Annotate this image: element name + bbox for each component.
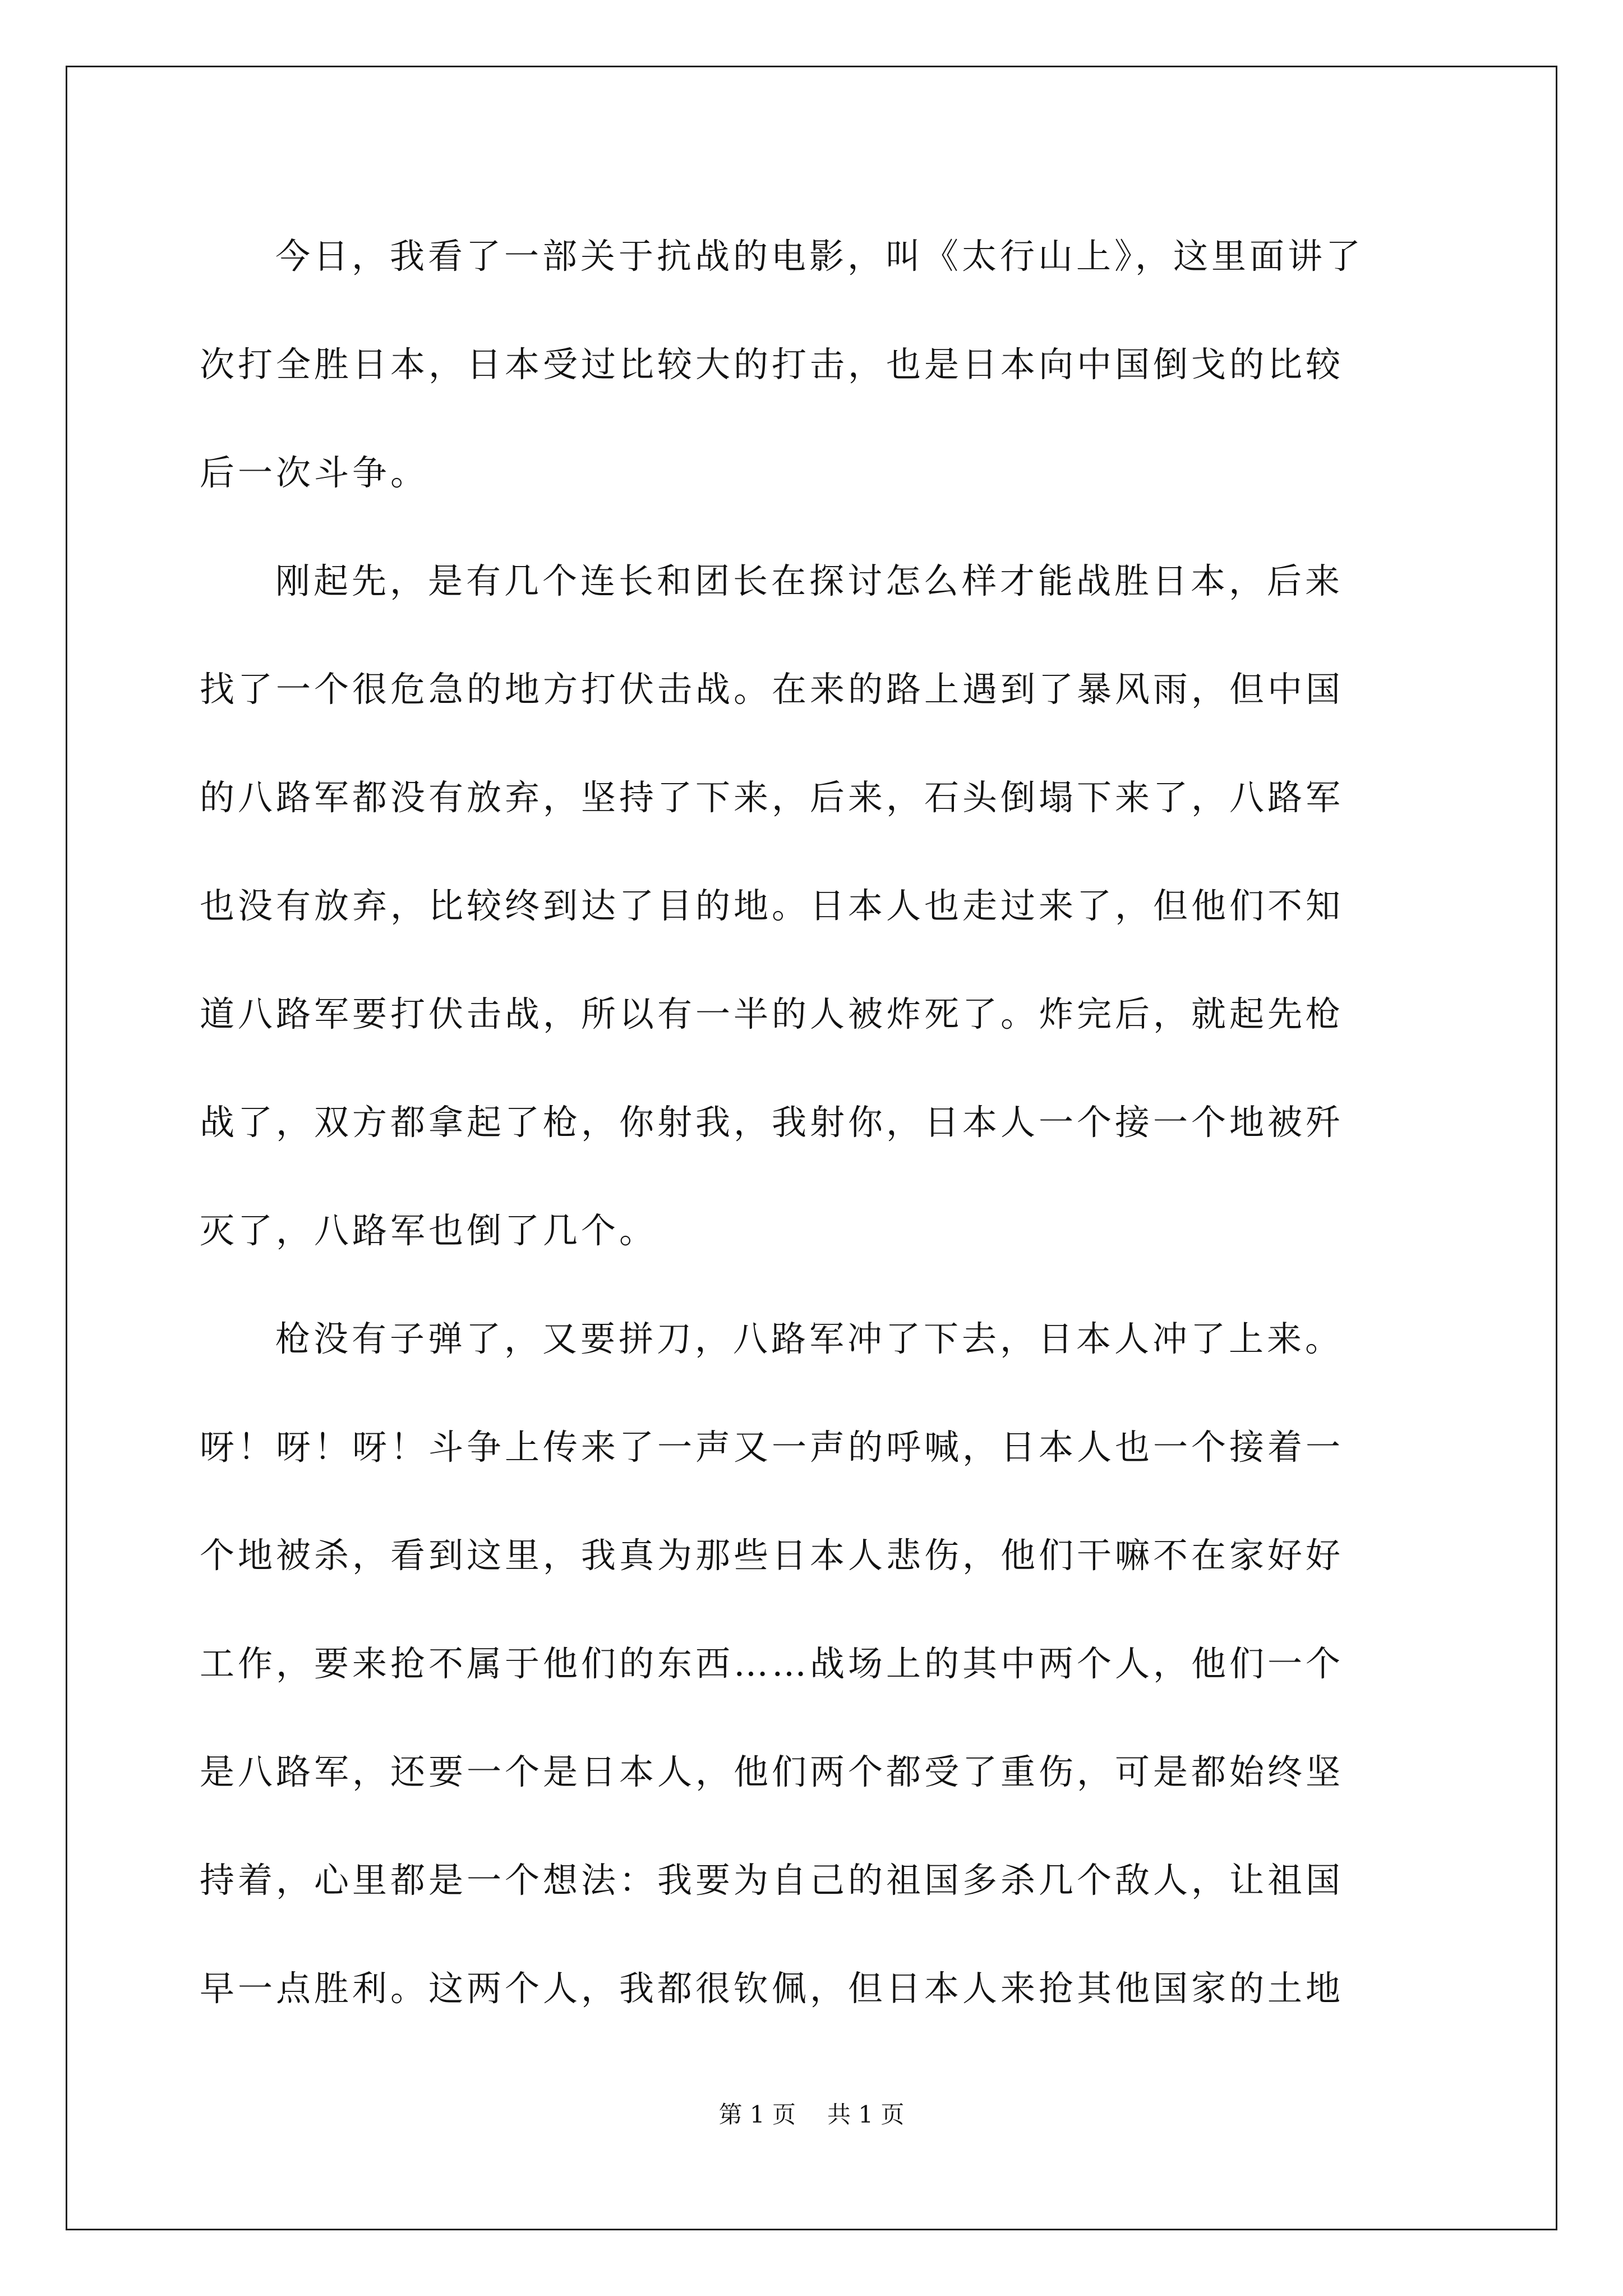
document-body (200, 202, 1428, 2042)
paragraph-2-line-4: 也没有放弃，比较终到达了目的地。日本人也走过来了，但他们不知 (200, 885, 1344, 926)
paragraph-3-line-2: 呀！呀！呀！斗争上传来了一声又一声的呼喊，日本人也一个接着一 (200, 1427, 1344, 1467)
paragraph-3-line-5: 是八路军，还要一个是日本人，他们两个都受了重伤，可是都始终坚 (200, 1751, 1344, 1792)
paragraph-2-line-2: 找了一个很危急的地方打伏击战。在来的路上遇到了暴风雨，但中国 (200, 669, 1344, 710)
page-number: 第 1 页 (718, 2101, 796, 2128)
paragraph-3-line-7: 早一点胜利。这两个人，我都很钦佩，但日本人来抢其他国家的土地 (200, 1968, 1344, 2009)
paragraph-2-line-5: 道八路军要打伏击战，所以有一半的人被炸死了。炸完后，就起先枪 (200, 993, 1344, 1034)
paragraph-2-line-3: 的八路军都没有放弃，坚持了下来，后来，石头倒塌下来了，八路军 (200, 777, 1344, 818)
page-total: 共 1 页 (827, 2101, 905, 2128)
page-footer (0, 2098, 1623, 2132)
paragraph-1-line-1: 今日，我看了一部关于抗战的电影，叫《太行山上》，这里面讲了 (275, 236, 1364, 277)
paragraph-3-line-6: 持着，心里都是一个想法：我要为自己的祖国多杀几个敌人，让祖国 (200, 1860, 1344, 1901)
paragraph-3-line-4: 工作，要来抢不属于他们的东西……战场上的其中两个人，他们一个 (200, 1643, 1344, 1684)
paragraph-3-line-3: 个地被杀，看到这里，我真为那些日本人悲伤，他们干嘛不在家好好 (200, 1535, 1344, 1576)
paragraph-1-line-3: 后一次斗争。 (200, 452, 429, 493)
paragraph-3-line-1: 枪没有子弹了，又要拼刀，八路军冲了下去，日本人冲了上来。 (275, 1318, 1344, 1359)
paragraph-2-line-1: 刚起先，是有几个连长和团长在探讨怎么样才能战胜日本，后来 (275, 560, 1344, 601)
paragraph-2-line-7: 灭了，八路军也倒了几个。 (200, 1210, 658, 1251)
paragraph-1-line-2: 次打全胜日本，日本受过比较大的打击，也是日本向中国倒戈的比较 (200, 344, 1344, 385)
paragraph-2-line-6: 战了，双方都拿起了枪，你射我，我射你，日本人一个接一个地被歼 (200, 1102, 1344, 1143)
